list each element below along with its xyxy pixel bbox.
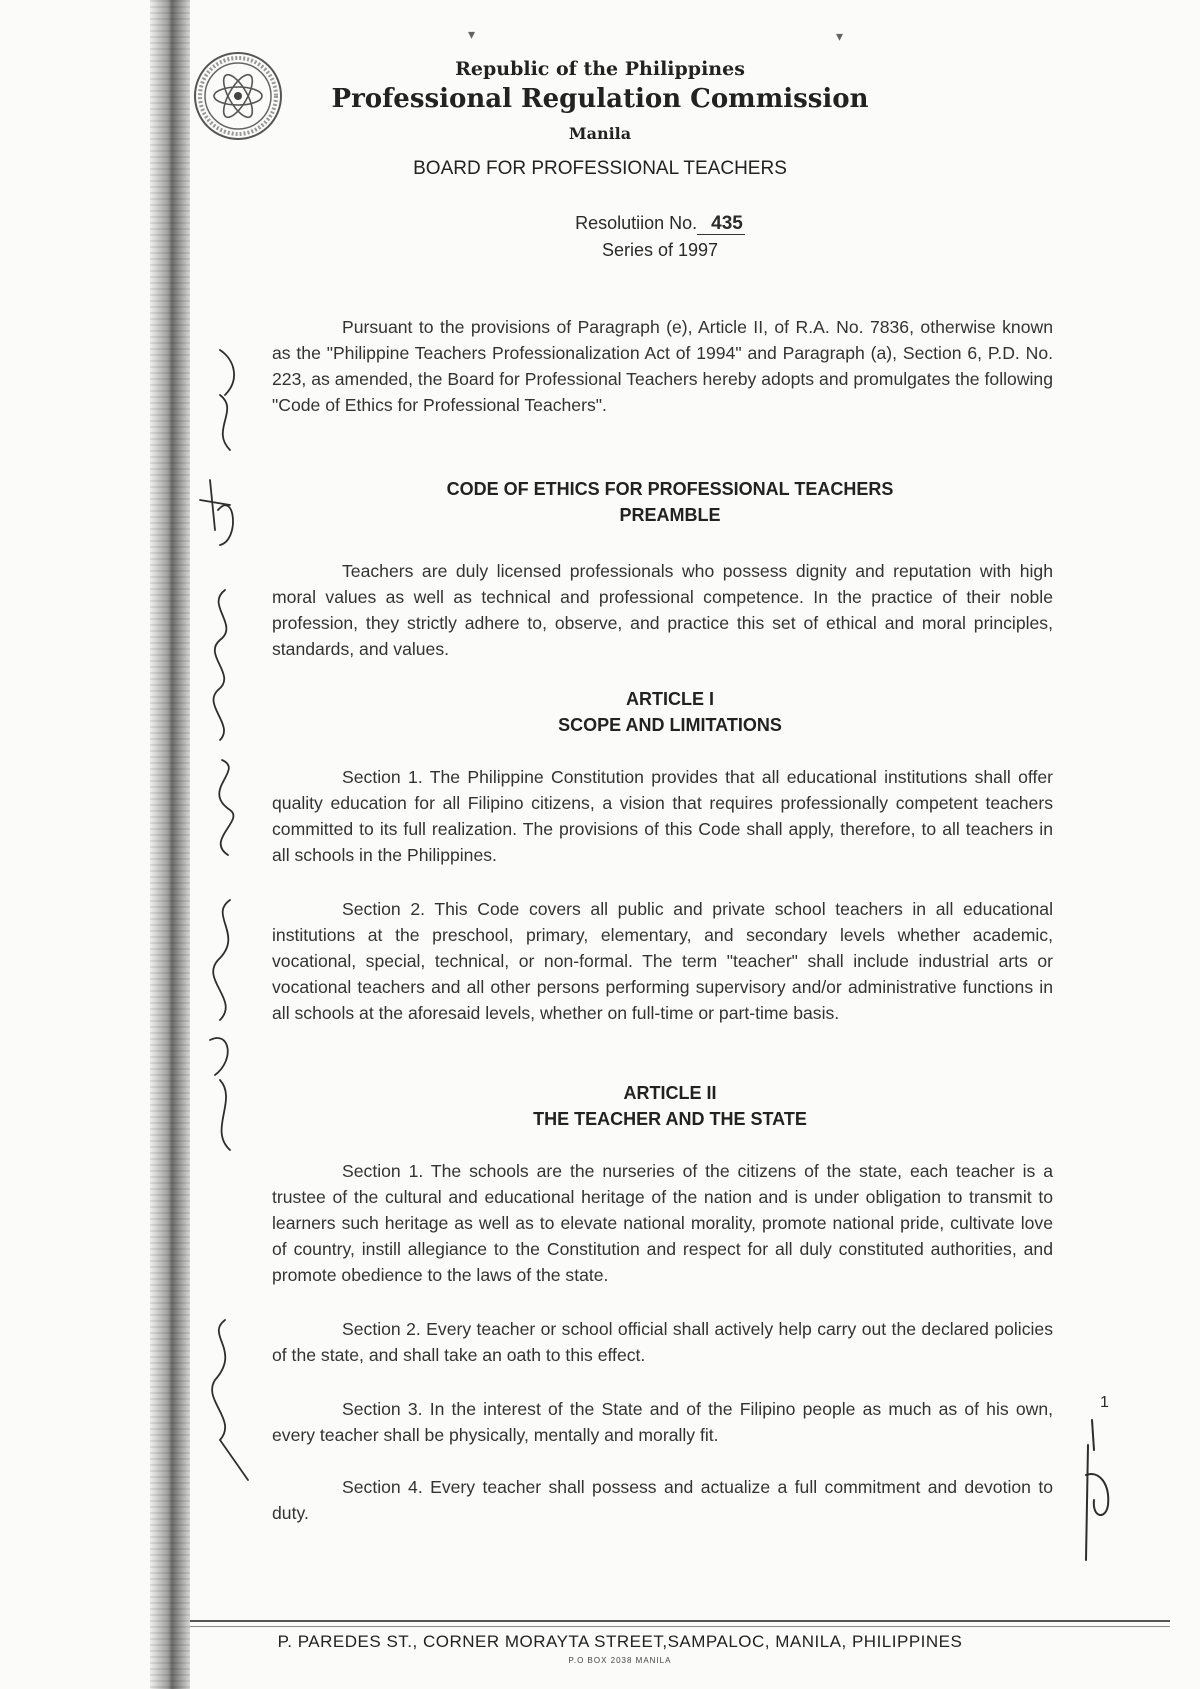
- article-2-section-4: Section 4. Every teacher shall possess and actualize a full commitment and devotion to duty.: [272, 1477, 1053, 1523]
- code-title: CODE OF ETHICS FOR PROFESSIONAL TEACHERS: [446, 479, 894, 499]
- scan-binding-edge: [150, 0, 190, 1689]
- intro-paragraph: Pursuant to the provisions of Paragraph (e), Article II, of R.A. No. 7836, otherwise known as the "Philippine Teachers Professionalization Act of 1994" and Paragraph (a), Section 6, P.D. No. 223, as amended, the Board for Professional Teachers hereby adopts and promulgates the following "Code of Ethics for Professional Teachers".: [272, 317, 1053, 415]
- article-2-section-2: Section 2. Every teacher or school official shall actively help carry out the declared policies of the state, and shall take an oath to this effect.: [272, 1319, 1053, 1365]
- footer-rule-thin: [190, 1626, 1170, 1627]
- page-initial-mark: [1070, 1390, 1130, 1590]
- resolution-label: Resolutiion No.: [575, 213, 698, 233]
- letterhead-commission: Professional Regulation Commission: [331, 84, 869, 114]
- article-2-section-3: Section 3. In the interest of the State and of the Filipino people as much as of his own, every teacher shall be physically, mentally and morally fit.: [272, 1399, 1053, 1445]
- preamble-text: Teachers are duly licensed professionals who possess dignity and reputation with high moral values as well as technical and professional competence. In the practice of their noble profession, they strictly adhere to, observe, and practice this set of ethical and moral principles, standards, and values.: [272, 561, 1053, 659]
- prc-seal-icon: [192, 50, 284, 142]
- footer-address: P. PAREDES ST., CORNER MORAYTA STREET,SAMPALOC, MANILA, PHILIPPINES: [277, 1632, 963, 1651]
- letterhead-republic: Republic of the Philippines: [455, 58, 745, 80]
- article-2-section-1: Section 1. The schools are the nurseries of the citizens of the state, each teacher is a trustee of the cultural and educational heritage of the nation and is under obligation to transmit to learners such heritage as well as to elevate national morality, promote national pride, cultivate love of country, instill allegiance to the Constitution and respect for all duly constituted authorities, and promote obedience to the laws of the state.: [272, 1161, 1053, 1285]
- article-1-section-2: Section 2. This Code covers all public and private school teachers in all educational institutions at the preschool, primary, elementary, and secondary levels whether academic, vocational, special, technical, or non-formal. The term "teacher" shall include industrial arts or vocational teachers and all other persons performing supervisory and/or administrative functions in all schools at the aforesaid levels, whether on full-time or part-time basis.: [272, 899, 1053, 1023]
- resolution-number: 435: [697, 213, 745, 235]
- margin-initials-signatures: [190, 340, 270, 1490]
- scan-mark: ▾: [836, 28, 844, 44]
- page-number-marker: 1: [1100, 1394, 1109, 1411]
- scan-mark: ▾: [468, 26, 476, 42]
- footer-po-box: P.O BOX 2038 MANILA: [568, 1656, 672, 1665]
- resolution-line: [560, 210, 760, 237]
- resolution-block: [560, 210, 760, 263]
- article-2-heading: ARTICLE II: [623, 1083, 717, 1103]
- letterhead-board: BOARD FOR PROFESSIONAL TEACHERS: [413, 158, 787, 179]
- footer-rule: [190, 1620, 1170, 1622]
- article-1-title: SCOPE AND LIMITATIONS: [558, 715, 782, 735]
- article-1-section-1: Section 1. The Philippine Constitution provides that all educational institutions shall offer quality education for all Filipino citizens, a vision that requires professionally competent teachers committed to its full realization. The provisions of this Code shall apply, therefore, to all teachers in all schools in the Philippines.: [272, 767, 1053, 865]
- article-2-title: THE TEACHER AND THE STATE: [533, 1109, 807, 1129]
- preamble-heading: PREAMBLE: [619, 505, 721, 525]
- article-1-heading: ARTICLE I: [626, 689, 714, 709]
- resolution-series: Series of 1997: [601, 240, 719, 260]
- letterhead-city: Manila: [568, 124, 632, 143]
